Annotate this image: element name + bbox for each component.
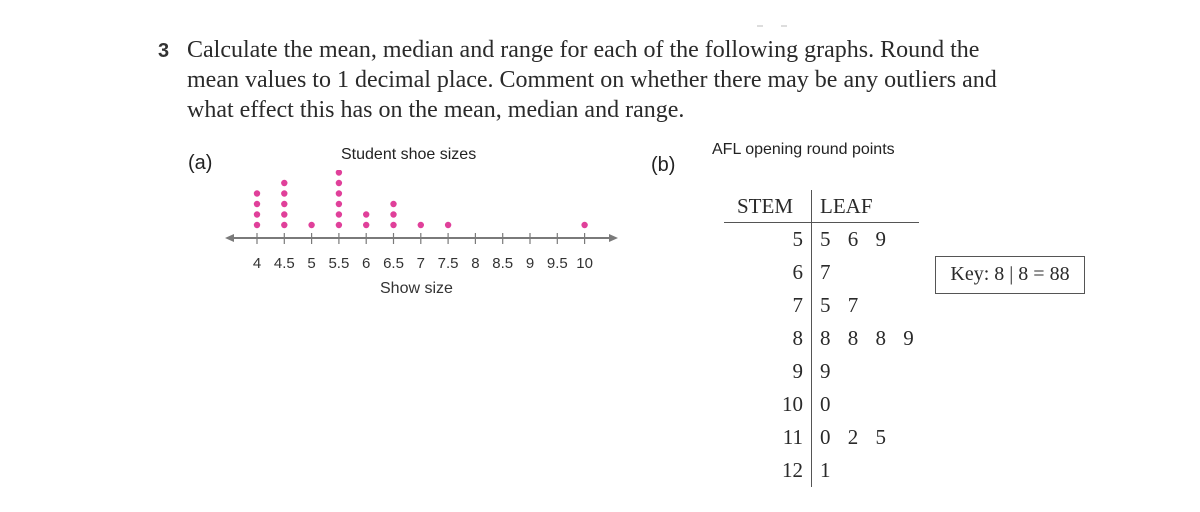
leaf-values: 1 [820, 458, 837, 482]
data-dot [281, 190, 287, 196]
data-dot [254, 201, 260, 207]
data-dot [363, 211, 369, 217]
stem-leaf-divider [811, 190, 812, 487]
stem-value: 6 [792, 260, 803, 284]
leaf-values: 5 7 [820, 293, 865, 317]
question-line: mean values to 1 decimal place. Comment on whether there may be any outliers and [187, 67, 997, 93]
leaf-header: LEAF [820, 194, 873, 218]
stem-value: 9 [792, 359, 803, 383]
part-a-label: (a) [188, 152, 213, 174]
stem-value: 12 [782, 458, 803, 482]
part-b-label: (b) [651, 154, 676, 176]
data-dot [390, 201, 396, 207]
scan-speck [757, 14, 787, 16]
data-dot [581, 222, 587, 228]
leaf-values: 7 [820, 260, 837, 284]
stem-value: 10 [782, 392, 803, 416]
data-dot [390, 211, 396, 217]
dotplot-title: Student shoe sizes [341, 146, 477, 163]
question-text [187, 35, 1087, 125]
x-tick-label: 4 [252, 255, 262, 272]
data-dot [308, 222, 314, 228]
stem-leaf-title: AFL opening round points [712, 141, 895, 158]
x-tick-label: 6 [362, 255, 371, 272]
data-dot [445, 222, 451, 228]
x-tick-label: 9 [525, 255, 535, 272]
x-tick-label: 7 [416, 255, 425, 272]
x-tick-label: 10 [576, 255, 593, 272]
axis-arrow-right [609, 234, 618, 242]
data-dot [281, 222, 287, 228]
leaf-values: 5 6 9 [820, 227, 892, 251]
data-dot [254, 222, 260, 228]
question-line: Calculate the mean, median and range for each of the following graphs. Round the [187, 37, 980, 63]
data-dot [336, 190, 342, 196]
data-dot [254, 190, 260, 196]
x-tick-label: 8.5 [492, 255, 514, 272]
dotplot-x-axis-label: Show size [380, 280, 453, 297]
x-tick-label: 9.5 [546, 255, 568, 272]
data-dot [336, 222, 342, 228]
x-tick-label: 5.5 [328, 255, 350, 272]
data-dot [281, 201, 287, 207]
x-tick-label: 4.5 [273, 255, 295, 272]
x-tick-label: 8 [471, 255, 480, 272]
stem-value: 7 [792, 293, 803, 317]
x-tick-label: 5 [307, 255, 316, 272]
data-dot [281, 180, 287, 186]
stem-value: 11 [782, 425, 803, 449]
axis-arrow-left [225, 234, 234, 242]
leaf-values: 0 [820, 392, 837, 416]
stem-leaf-header-rule [724, 222, 919, 223]
data-dot [363, 222, 369, 228]
data-dot [336, 201, 342, 207]
leaf-values: 0 2 5 [820, 425, 892, 449]
data-dot [254, 211, 260, 217]
stem-value: 8 [792, 326, 803, 350]
data-dot [336, 170, 342, 176]
leaf-values: 9 [820, 359, 837, 383]
stem-header: STEM [737, 194, 794, 218]
dot-plot [225, 170, 625, 280]
data-dot [390, 222, 396, 228]
x-tick-label: 6.5 [383, 255, 404, 272]
stem-leaf-key: Key: 8 | 8 = 88 [935, 256, 1085, 294]
data-dot [281, 211, 287, 217]
data-dot [336, 211, 342, 217]
leaf-values: 8 8 8 9 [820, 326, 920, 350]
x-tick-label: 7.5 [437, 255, 459, 272]
data-dot [336, 180, 342, 186]
question-number: 3 [158, 40, 170, 62]
stem-value: 5 [792, 227, 803, 251]
question-line: what effect this has on the mean, median and range. [187, 97, 685, 123]
data-dot [418, 222, 424, 228]
